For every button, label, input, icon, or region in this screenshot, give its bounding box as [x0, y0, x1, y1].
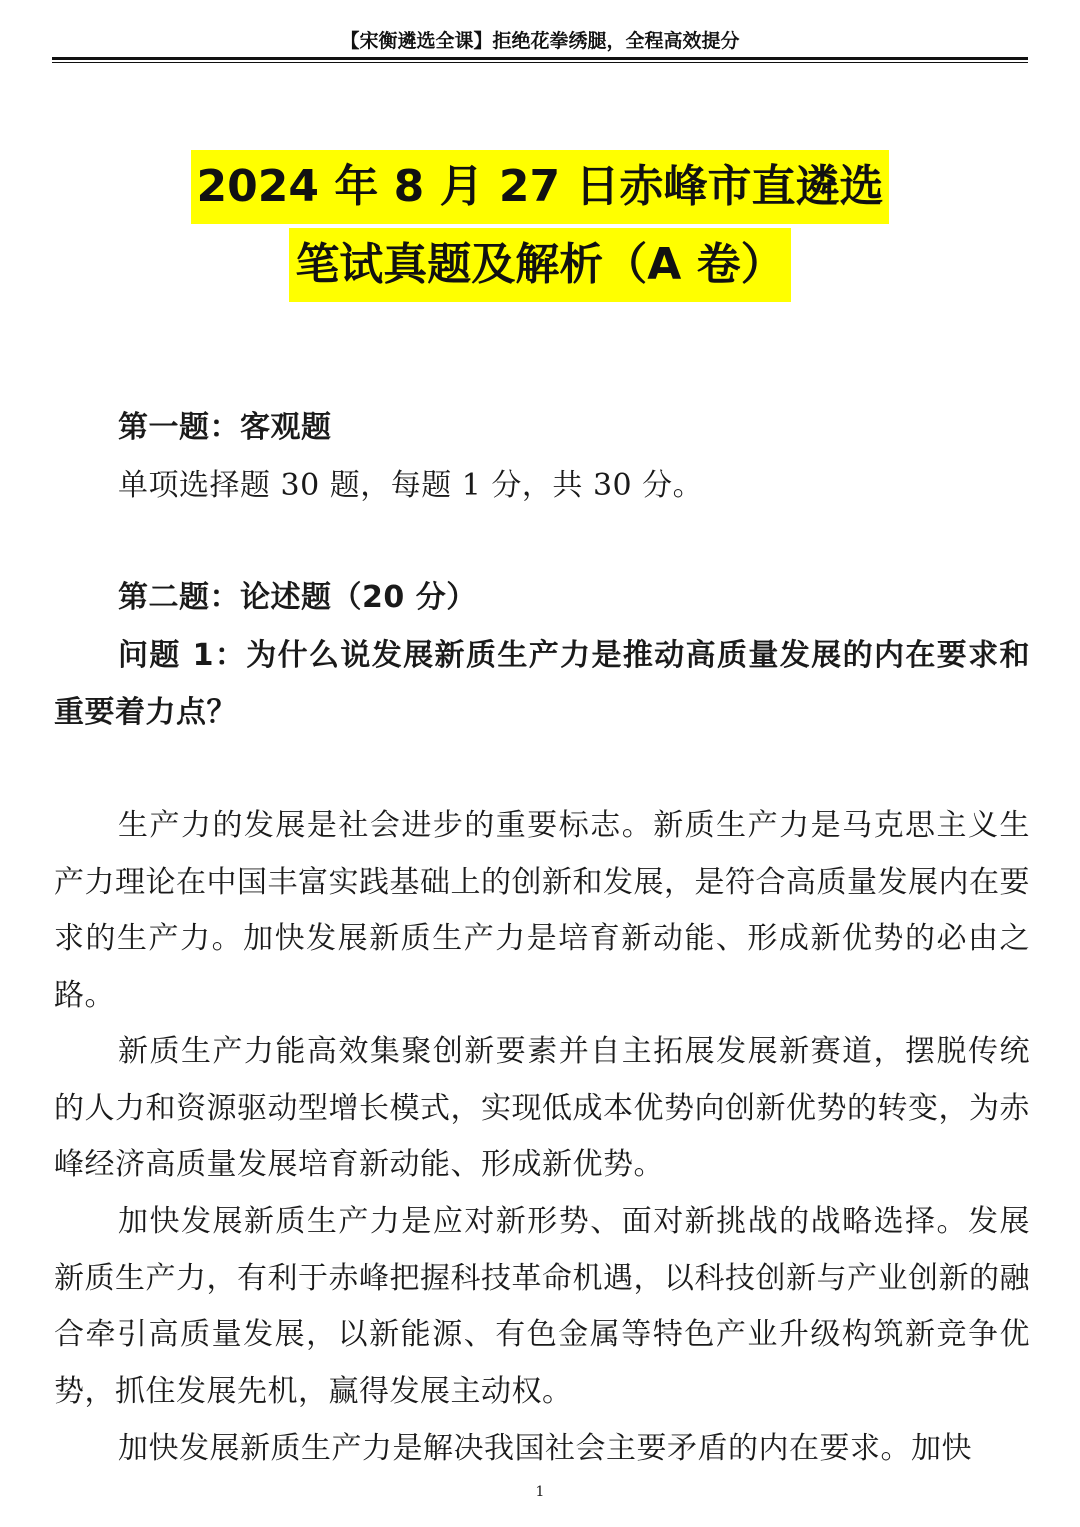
section-description-q1: 单项选择题 30 题，每题 1 分，共 30 分。 — [118, 468, 704, 503]
body-paragraph-2: 新质生产力能高效集聚创新要素并自主拓展发展新赛道，摆脱传统的人力和资源驱动型增长模式，实现低成本优势向创新优势的转变，为赤峰经济高质量发展培育新动能、形成新优势。 — [54, 1034, 1030, 1182]
body-paragraph-1: 生产力的发展是社会进步的重要标志。新质生产力是马克思主义生产力理论在中国丰富实践基础上的创新和发展，是符合高质量发展内在要求的生产力。加快发展新质生产力是培育新动能、形成新优势的必由之路。 — [54, 808, 1030, 1013]
document-title-line-2 — [0, 228, 1080, 302]
question-1: 问题 1：为什么说发展新质生产力是推动高质量发展的内在要求和重要着力点？ — [54, 638, 1030, 730]
section-heading-q1: 第一题：客观题 — [118, 410, 332, 445]
header-rule — [52, 57, 1028, 60]
document-title-line-1 — [0, 150, 1080, 224]
title-highlight-1: 2024 年 8 月 27 日赤峰市直遴选 — [191, 150, 890, 224]
running-header: 【宋衡遴选全课】拒绝花拳绣腿，全程高效提分 — [340, 30, 740, 52]
title-highlight-2: 笔试真题及解析（A 卷） — [289, 228, 790, 302]
section-heading-q2: 第二题：论述题（20 分） — [118, 580, 477, 615]
body-paragraph-4: 加快发展新质生产力是解决我国社会主要矛盾的内在要求。加快 — [118, 1431, 972, 1466]
page-number: 1 — [535, 1484, 545, 1500]
header-rule-thin — [52, 62, 1028, 63]
body-paragraph-3: 加快发展新质生产力是应对新形势、面对新挑战的战略选择。发展新质生产力，有利于赤峰把握科技革命机遇，以科技创新与产业创新的融合牵引高质量发展，以新能源、有色金属等特色产业升级构筑新竞争优势，抓住发展先机，赢得发展主动权。 — [54, 1204, 1030, 1409]
